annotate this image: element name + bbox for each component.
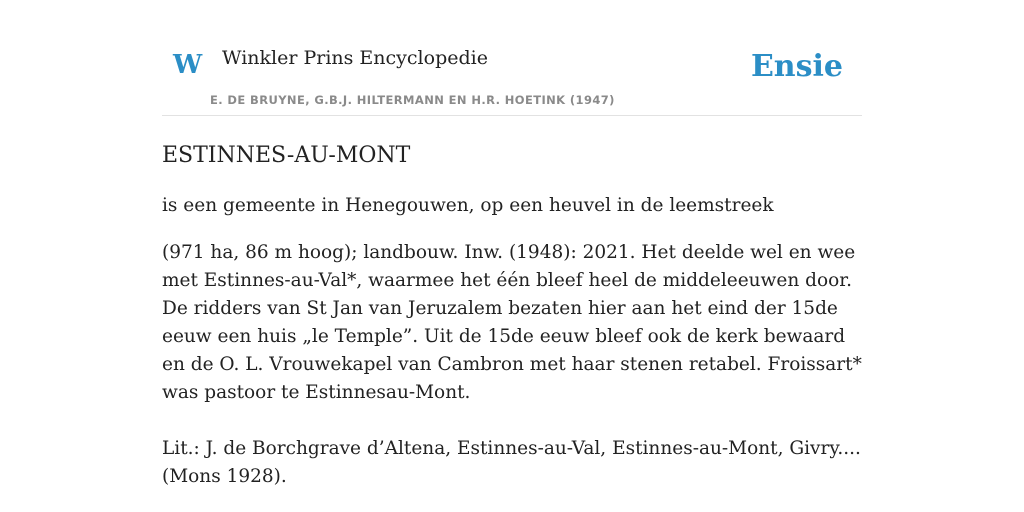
article-literature: Lit.: J. de Borchgrave d’Altena, Estinnes-au-Val, Estinnes-au-Mont, Givry.... (Mons 1928). [162, 438, 861, 488]
page [162, 0, 862, 491]
source-authors: E. DE BRUYNE, G.B.J. HILTERMANN EN H.R. HOETINK (1947) [210, 93, 615, 107]
winkler-prins-logo: W [173, 50, 203, 80]
article-body: (971 ha, 86 m hoog); landbouw. Inw. (1948): 2021. Het deelde wel en wee met Estinnes-au-Val*, waarmee het één bleef heel de middeleeuwen door. De ridders van St Jan van Jeruzalem bezaten hier aan het eind der 15de eeuw een huis „le Temple”. Uit de 15de eeuw bleef ook de kerk bewaard en de O. L. Vrouwekapel van Cambron met haar stenen retabel. Froissart* was pastoor te Estinnesau-Mont. [162, 242, 862, 404]
ensie-logo[interactable]: Ensie [750, 49, 843, 84]
article-title: ESTINNES-AU-MONT [162, 143, 411, 168]
article-lead: is een gemeente in Henegouwen, op een heuvel in de leemstreek [162, 195, 774, 217]
source-header [162, 0, 862, 116]
source-title[interactable]: Winkler Prins Encyclopedie [222, 47, 488, 69]
